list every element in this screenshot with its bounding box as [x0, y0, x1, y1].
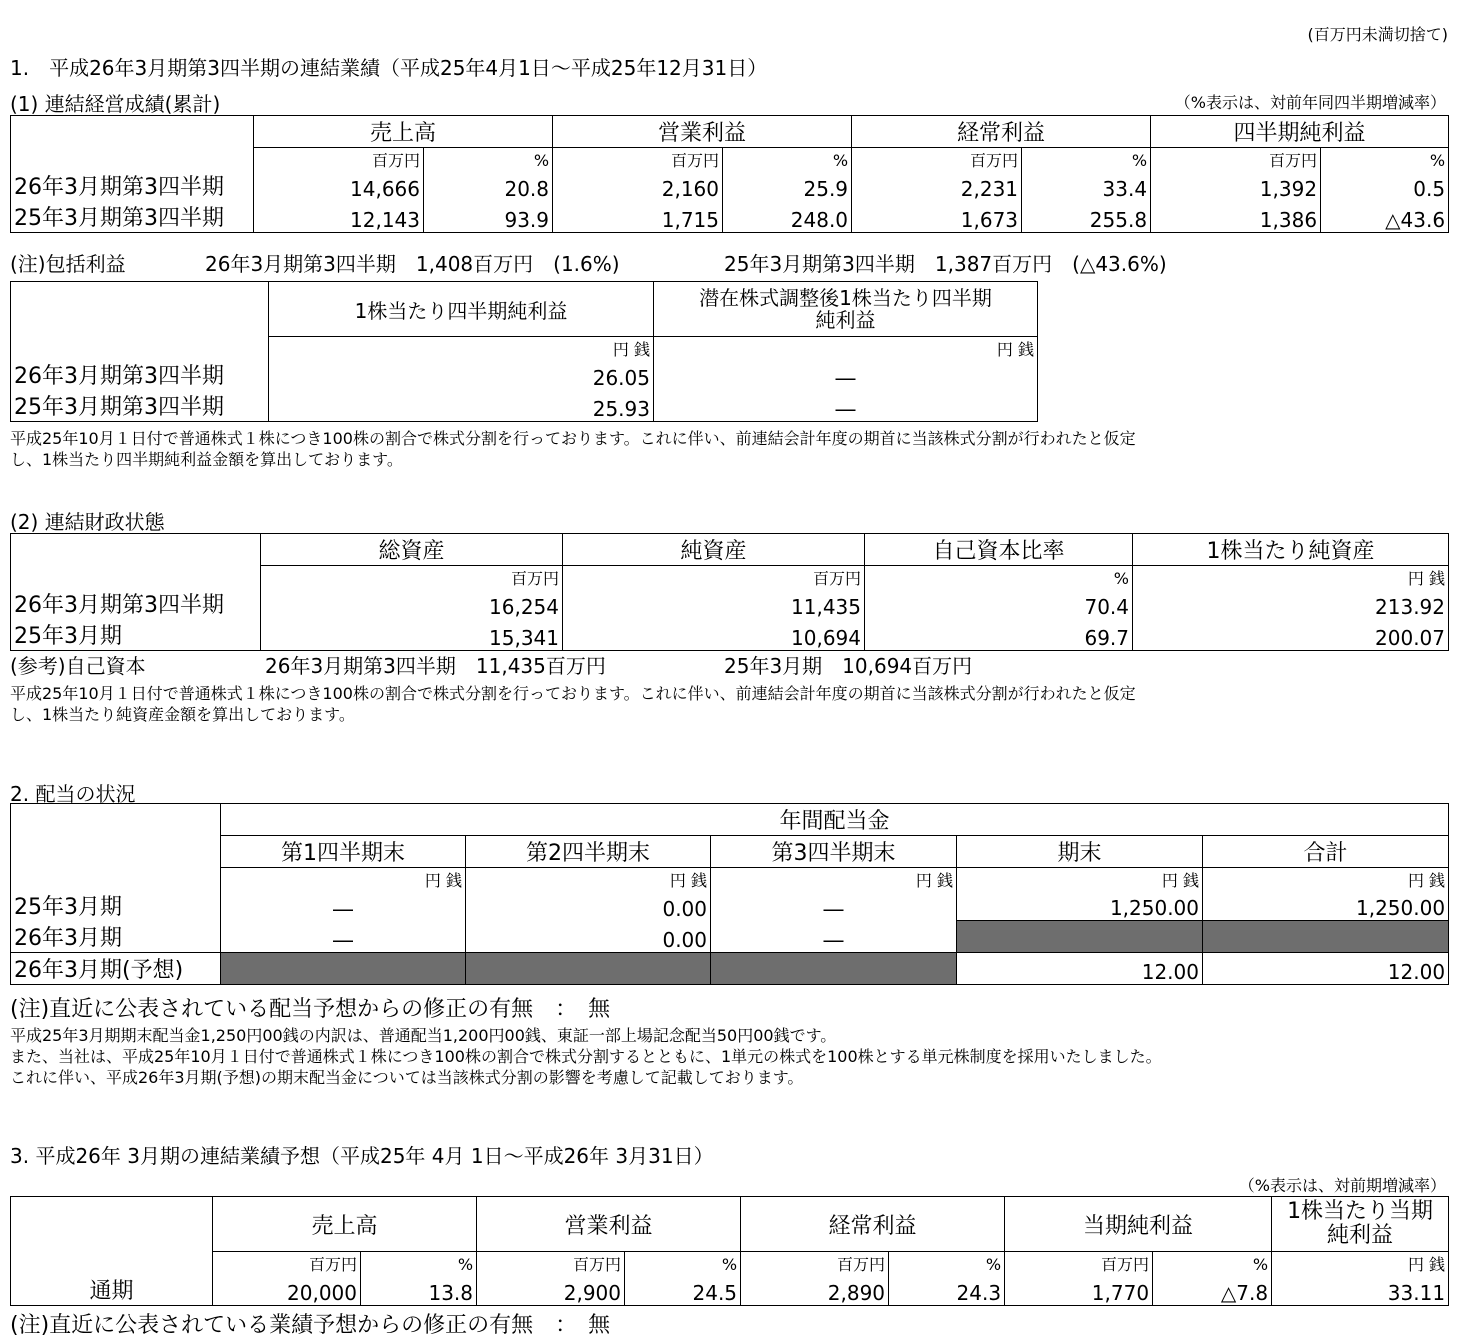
shaded-cell [466, 952, 711, 984]
unit-cell: % [1321, 148, 1449, 170]
dividend-note-line1: 平成25年3月期期末配当金1,250円00銭の内訳は、普通配当1,200円00銭、東証一部上場記念配当50円00銭です。 [10, 1026, 837, 1045]
header-sales: 売上高 [254, 116, 553, 148]
forecast-table [10, 1196, 1449, 1306]
financial-position-table [10, 533, 1449, 651]
value-cell: 2,900 [477, 1274, 625, 1306]
operating-results-pct-note: （%表示は、対前年同四半期増減率） [1174, 93, 1446, 112]
unit-cell: 百万円 [477, 1252, 625, 1274]
value-cell: 12,143 [254, 201, 424, 233]
value-cell: 2,890 [741, 1274, 889, 1306]
equity-ref-current: 26年3月期第3四半期 11,435百万円 [265, 654, 606, 678]
unit-cell: 百万円 [261, 566, 563, 588]
header-q1: 第1四半期末 [221, 836, 466, 868]
table-row [11, 359, 1038, 390]
unit-cell: 円 銭 [1203, 868, 1449, 890]
forecast-revision-note: (注)直近に公表されている業績予想からの修正の有無 ： 無 [10, 1313, 611, 1338]
row-label: 25年3月期第3四半期 [11, 201, 254, 233]
unit-cell: 百万円 [254, 148, 424, 170]
row-label: 26年3月期第3四半期 [11, 170, 254, 201]
header-annual-dividend: 年間配当金 [221, 804, 1449, 836]
value-cell: 24.5 [625, 1274, 741, 1306]
unit-cell: 円 銭 [269, 337, 654, 359]
value-cell: 25.93 [269, 390, 654, 422]
header-year-end: 期末 [957, 836, 1203, 868]
operating-results-table [10, 115, 1449, 233]
row-label: 26年3月期第3四半期 [11, 359, 269, 390]
shaded-cell [957, 921, 1203, 953]
table-row [11, 390, 1038, 422]
shaded-cell [1203, 921, 1449, 953]
row-label: 26年3月期 [11, 921, 221, 953]
dividend-revision-note: (注)直近に公表されている配当予想からの修正の有無 ： 無 [10, 997, 611, 1022]
dividend-note-line2: また、当社は、平成25年10月１日付で普通株式１株につき100株の割合で株式分割するとともに、1単元の株式を100株とする単元株制度を採用いたしました。 [10, 1047, 1162, 1066]
row-label: 26年3月期(予想) [11, 952, 221, 984]
unit-cell: % [625, 1252, 741, 1274]
value-cell: 12.00 [957, 952, 1203, 984]
header-net-income: 四半期純利益 [1151, 116, 1449, 148]
unit-cell: 百万円 [1005, 1252, 1153, 1274]
unit-cell: % [889, 1252, 1005, 1274]
shaded-cell [221, 952, 466, 984]
table-row [11, 619, 1449, 651]
header-sales: 売上高 [213, 1197, 477, 1252]
value-cell: 13.8 [361, 1274, 477, 1306]
dividend-note-line3: これに伴い、平成26年3月期(予想)の期末配当金については当該株式分割の影響を考慮して記載しております。 [10, 1068, 804, 1087]
table-row [11, 170, 1449, 201]
bps-note-line2: し、1株当たり純資産金額を算出しております。 [10, 705, 355, 724]
header-eps [1272, 1197, 1449, 1252]
dividends-table [10, 803, 1449, 985]
value-cell: 213.92 [1133, 588, 1449, 619]
table-row [11, 201, 1449, 233]
header-q2: 第2四半期末 [466, 836, 711, 868]
value-cell: 1,673 [852, 201, 1022, 233]
value-cell: 20.8 [424, 170, 553, 201]
unit-cell: 百万円 [213, 1252, 361, 1274]
table-row [11, 588, 1449, 619]
unit-cell: % [723, 148, 852, 170]
value-cell: 1,392 [1151, 170, 1321, 201]
value-cell: 20,000 [213, 1274, 361, 1306]
unit-cell: 円 銭 [711, 868, 957, 890]
value-cell: 1,386 [1151, 201, 1321, 233]
comprehensive-income-prior: 25年3月期第3四半期 1,387百万円 (△43.6%) [724, 252, 1167, 276]
eps-note-line2: し、1株当たり四半期純利益金額を算出しております。 [10, 450, 403, 469]
unit-cell: 百万円 [852, 148, 1022, 170]
header-total: 合計 [1203, 836, 1449, 868]
header-total-assets: 総資産 [261, 534, 563, 566]
unit-cell: 円 銭 [1272, 1252, 1449, 1274]
header-net-income: 当期純利益 [1005, 1197, 1272, 1252]
value-cell: 1,770 [1005, 1274, 1153, 1306]
unit-cell: % [1022, 148, 1151, 170]
unit-cell: % [424, 148, 553, 170]
table-row [11, 1274, 1449, 1306]
value-cell: ― [221, 921, 466, 953]
value-cell: 255.8 [1022, 201, 1151, 233]
value-cell: 0.00 [466, 890, 711, 921]
row-label: 通期 [11, 1274, 213, 1306]
value-cell: 16,254 [261, 588, 563, 619]
value-cell: △7.8 [1153, 1274, 1272, 1306]
header-eps-line1: 1株当たり当期 [1287, 1199, 1434, 1224]
value-cell: 24.3 [889, 1274, 1005, 1306]
financial-position-title: (2) 連結財政状態 [10, 510, 165, 534]
header-diluted-eps-line2: 純利益 [815, 308, 876, 332]
header-ordinary-income: 経常利益 [741, 1197, 1005, 1252]
shaded-cell [711, 952, 957, 984]
value-cell: 14,666 [254, 170, 424, 201]
comprehensive-income-label: (注)包括利益 [10, 252, 126, 276]
unit-cell: 円 銭 [957, 868, 1203, 890]
value-cell: 25.9 [723, 170, 852, 201]
value-cell: ― [654, 390, 1038, 422]
header-operating-income: 営業利益 [477, 1197, 741, 1252]
header-net-assets: 純資産 [563, 534, 865, 566]
value-cell: 10,694 [563, 619, 865, 651]
value-cell: 70.4 [865, 588, 1133, 619]
equity-ref-prior: 25年3月期 10,694百万円 [724, 654, 973, 678]
row-label: 25年3月期 [11, 890, 221, 921]
forecast-pct-note: （%表示は、対前期増減率） [1238, 1176, 1446, 1195]
unit-cell: 円 銭 [1133, 566, 1449, 588]
truncation-note: (百万円未満切捨て) [1307, 25, 1448, 44]
equity-ref-label: (参考)自己資本 [10, 654, 146, 678]
value-cell: 11,435 [563, 588, 865, 619]
value-cell: 26.05 [269, 359, 654, 390]
header-equity-ratio: 自己資本比率 [865, 534, 1133, 566]
value-cell: 248.0 [723, 201, 852, 233]
header-diluted-eps-line1: 潜在株式調整後1株当たり四半期 [699, 286, 992, 310]
table-row [11, 890, 1449, 921]
value-cell: 15,341 [261, 619, 563, 651]
value-cell: 0.00 [466, 921, 711, 953]
eps-note-line1: 平成25年10月１日付で普通株式１株につき100株の割合で株式分割を行っております。これに伴い、前連結会計年度の期首に当該株式分割が行われたと仮定 [10, 429, 1136, 448]
value-cell: 2,231 [852, 170, 1022, 201]
value-cell: 12.00 [1203, 952, 1449, 984]
operating-results-title: (1) 連結経営成績(累計) [10, 92, 221, 116]
value-cell: 33.4 [1022, 170, 1151, 201]
unit-cell: 円 銭 [466, 868, 711, 890]
value-cell: 0.5 [1321, 170, 1449, 201]
unit-cell: 百万円 [563, 566, 865, 588]
value-cell: ― [711, 921, 957, 953]
value-cell: ― [221, 890, 466, 921]
header-eps: 1株当たり四半期純利益 [269, 282, 654, 337]
bps-note-line1: 平成25年10月１日付で普通株式１株につき100株の割合で株式分割を行っております。これに伴い、前連結会計年度の期首に当該株式分割が行われたと仮定 [10, 684, 1136, 703]
table-row [11, 952, 1449, 984]
header-q3: 第3四半期末 [711, 836, 957, 868]
value-cell: △43.6 [1321, 201, 1449, 233]
header-operating-income: 営業利益 [553, 116, 852, 148]
value-cell: 2,160 [553, 170, 723, 201]
header-ordinary-income: 経常利益 [852, 116, 1151, 148]
unit-cell: % [361, 1252, 477, 1274]
value-cell: 1,250.00 [957, 890, 1203, 921]
table-row [11, 921, 1449, 953]
unit-cell: % [1153, 1252, 1272, 1274]
value-cell: 33.11 [1272, 1274, 1449, 1306]
value-cell: ― [654, 359, 1038, 390]
row-label: 25年3月期 [11, 619, 261, 651]
forecast-title: 3. 平成26年 3月期の連結業績予想（平成25年 4月 1日～平成26年 3月31日） [10, 1144, 714, 1168]
comprehensive-income-current: 26年3月期第3四半期 1,408百万円 (1.6%) [205, 252, 620, 276]
value-cell: 1,715 [553, 201, 723, 233]
unit-cell: 百万円 [741, 1252, 889, 1274]
unit-cell: 百万円 [1151, 148, 1321, 170]
header-bps: 1株当たり純資産 [1133, 534, 1449, 566]
value-cell: 93.9 [424, 201, 553, 233]
row-label: 25年3月期第3四半期 [11, 390, 269, 422]
row-label: 26年3月期第3四半期 [11, 588, 261, 619]
header-diluted-eps [654, 282, 1038, 337]
unit-cell: 円 銭 [654, 337, 1038, 359]
eps-table [10, 281, 1038, 422]
value-cell: 200.07 [1133, 619, 1449, 651]
unit-cell: % [865, 566, 1133, 588]
unit-cell: 円 銭 [221, 868, 466, 890]
header-eps-line2: 純利益 [1327, 1223, 1394, 1248]
unit-cell: 百万円 [553, 148, 723, 170]
value-cell: 1,250.00 [1203, 890, 1449, 921]
value-cell: ― [711, 890, 957, 921]
value-cell: 69.7 [865, 619, 1133, 651]
dividends-title: 2. 配当の状況 [10, 782, 136, 806]
section1-title: 1. 平成26年3月期第3四半期の連結業績（平成25年4月1日～平成25年12月31日） [10, 56, 768, 80]
